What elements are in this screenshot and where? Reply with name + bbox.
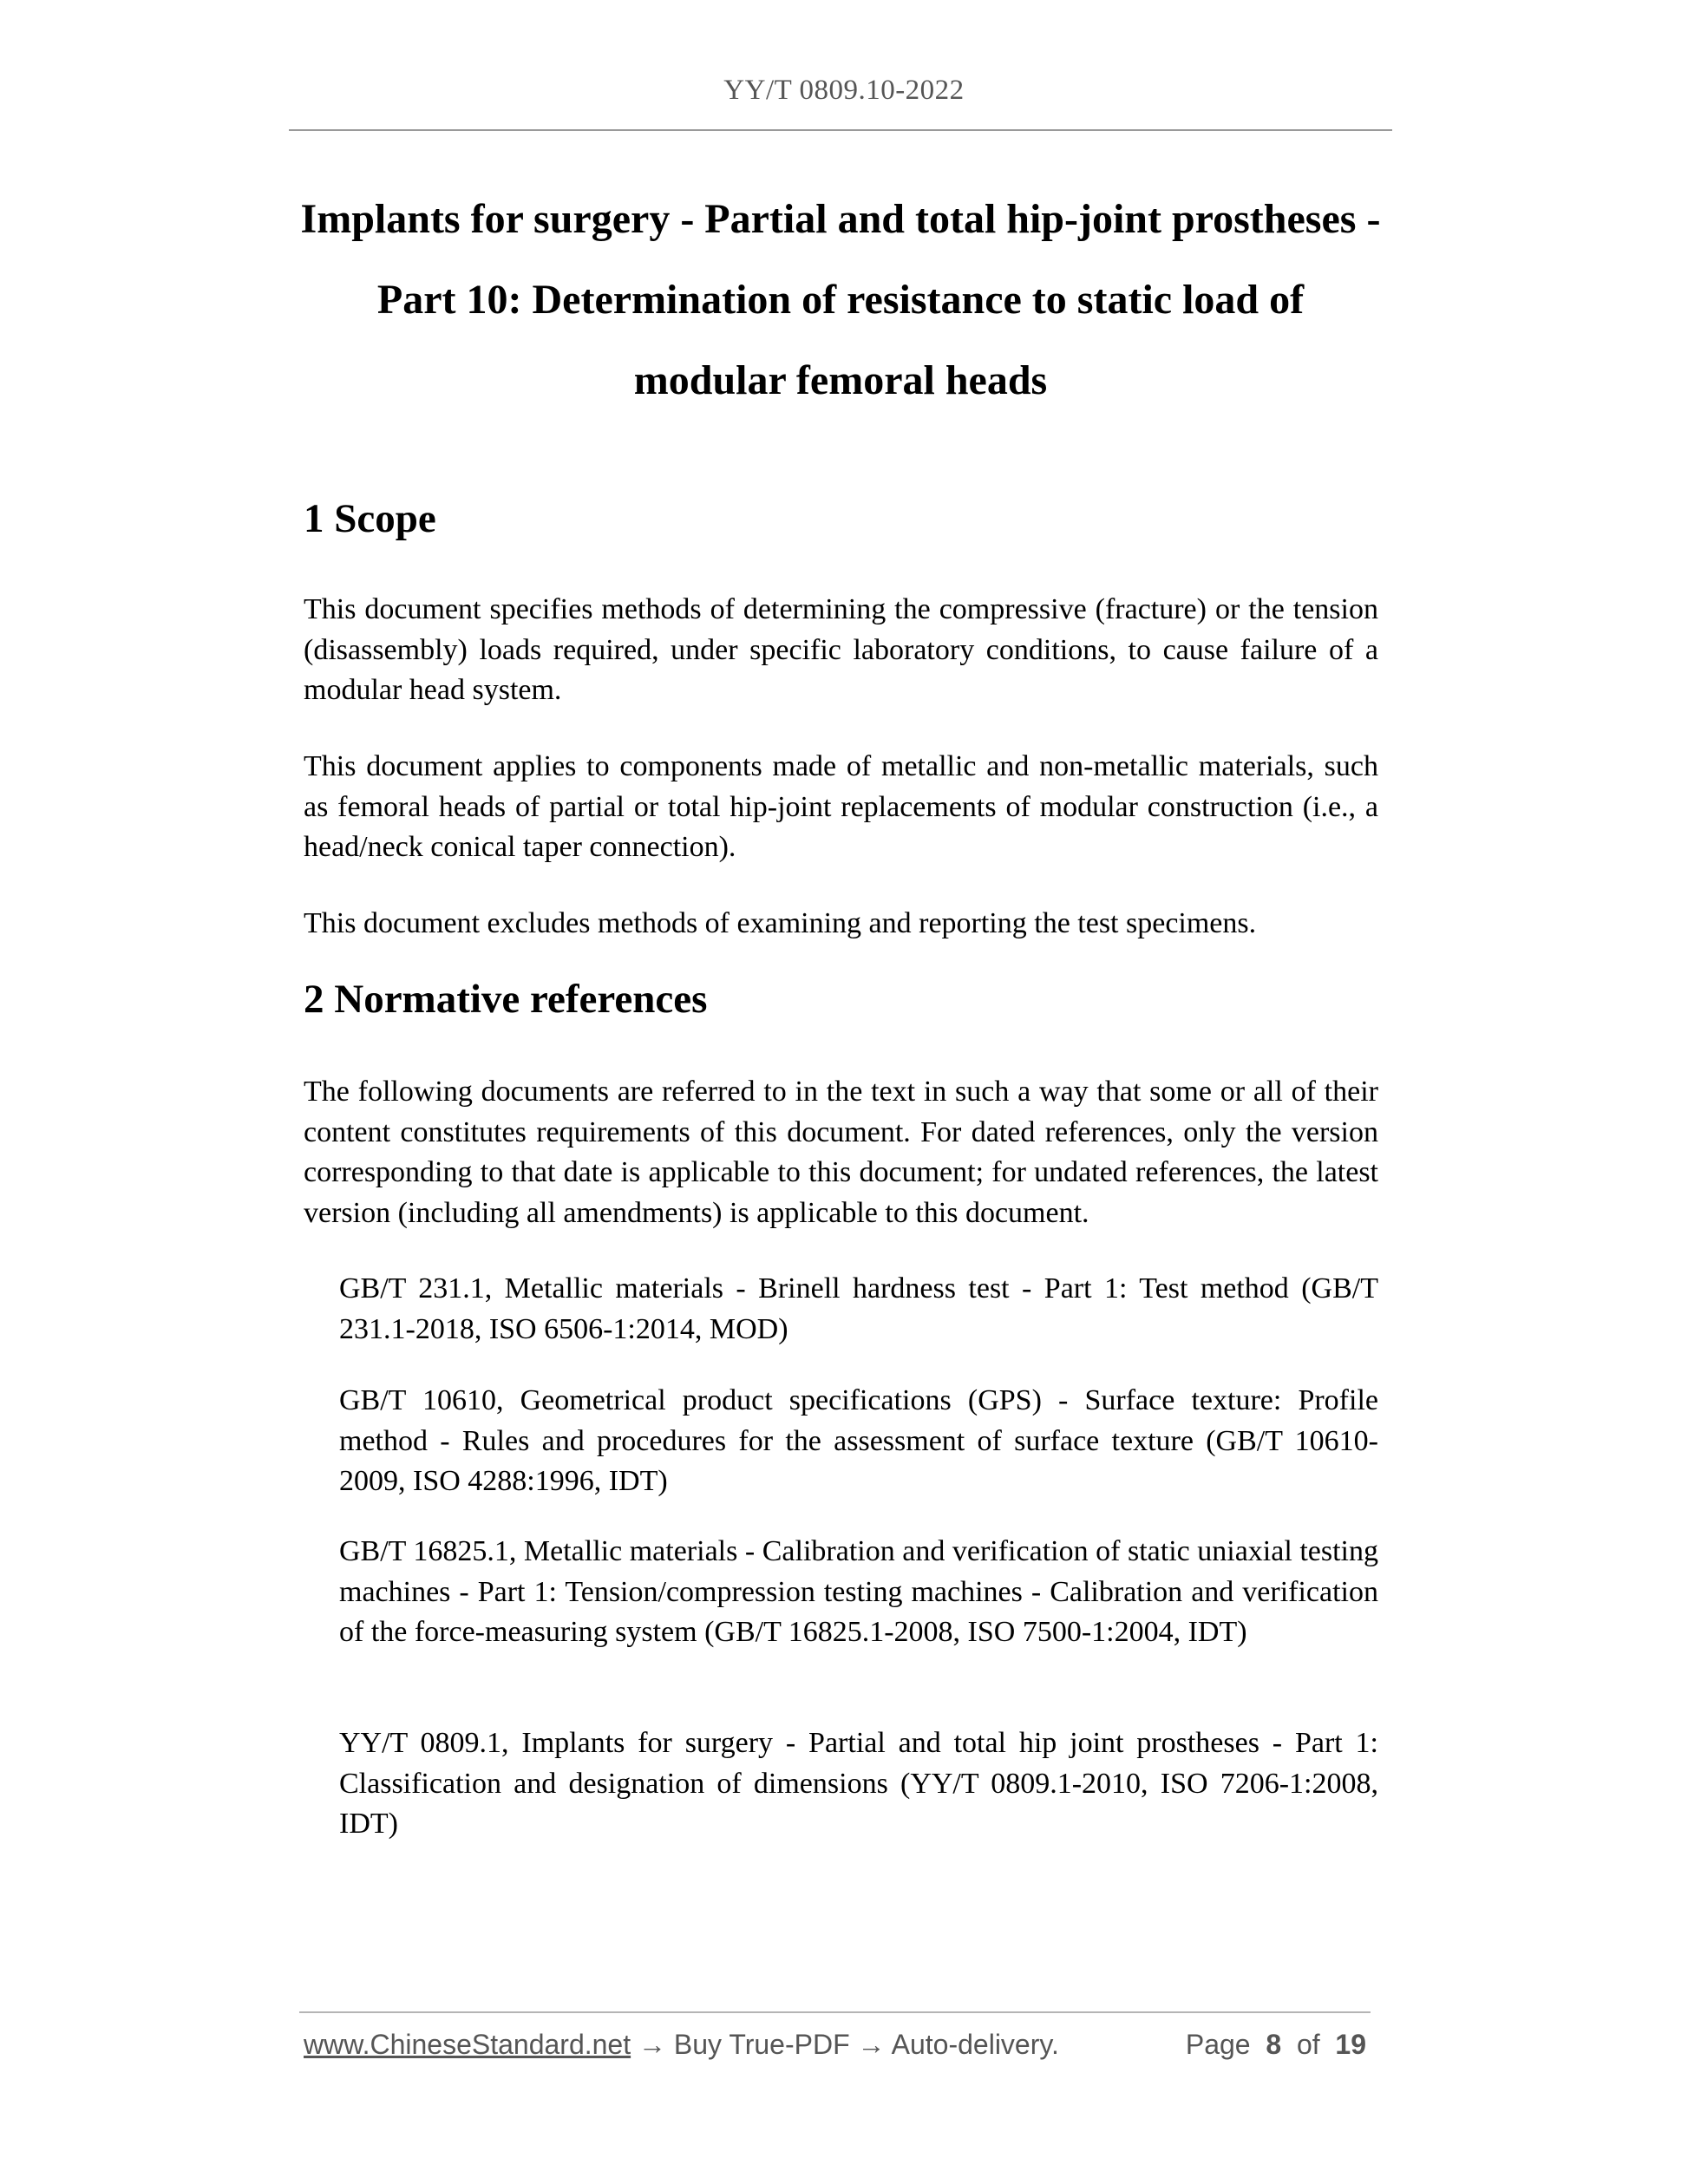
page-indicator (1186, 2029, 1366, 2061)
footer-promo-text: → Buy True-PDF → Auto-delivery. (631, 2029, 1059, 2060)
header-divider (289, 129, 1392, 131)
reference-item: GB/T 231.1, Metallic materials - Brinell hardness test - Part 1: Test method (GB/T 231.1-2018, ISO 6506-1:2014, MOD) (339, 1272, 1378, 1345)
page-footer (304, 2029, 1371, 2072)
reference-item: GB/T 16825.1, Metallic materials - Calibration and verification of static uniaxial testing machines - Part 1: Tension/compression testing machines - Calibration and verification of the force-measuring system (GB/T 16825.1-2008, ISO 7500-1:2004, IDT) (339, 1535, 1378, 1648)
document-title (289, 179, 1392, 421)
section-heading-scope: 1 Scope (304, 496, 436, 541)
header-doc-code: YY/T 0809.10-2022 (723, 75, 965, 106)
footer-promo (304, 2029, 1059, 2061)
title-line-1: Implants for surgery - Partial and total hip-joint prostheses - (300, 196, 1381, 242)
references-intro-paragraph: The following documents are referred to in the text in such a way that some or all of their content constitutes requirements of this document. For dated references, only the version corresponding to that date is applicable to this document; for undated references, the latest version (including all amendments) is applicable to this document. (304, 1076, 1378, 1229)
page-total: 19 (1335, 2029, 1366, 2060)
reference-item: GB/T 10610, Geometrical product specifications (GPS) - Surface texture: Profile method - Rules and procedures for the assessment of surface texture (GB/T 10610-2009, ISO 4288:1996, IDT) (339, 1384, 1378, 1497)
scope-paragraph-3: This document excludes methods of examining and reporting the test specimens. (304, 907, 1257, 939)
page-label: Page (1185, 2029, 1251, 2060)
title-line-3: modular femoral heads (633, 357, 1048, 403)
scope-paragraph-2: This document applies to components made of metallic and non-metallic materials, such as femoral heads of partial or total hip-joint replacements of modular construction (i.e., a head/neck conical taper connection). (304, 750, 1378, 863)
section-heading-normative-references: 2 Normative references (304, 977, 708, 1022)
page-current: 8 (1266, 2029, 1282, 2060)
website-link[interactable]: www.ChineseStandard.net (304, 2029, 631, 2060)
page-of-label: of (1296, 2029, 1320, 2060)
scope-paragraph-1: This document specifies methods of determining the compressive (fracture) or the tension (disassembly) loads required, under specific laboratory conditions, to cause failure of a modular head system. (304, 593, 1378, 706)
footer-divider (299, 2011, 1371, 2013)
reference-item: YY/T 0809.1, Implants for surgery - Partial and total hip joint prostheses - Part 1: Classification and designation of dimensions (YY/T 0809.1-2010, ISO 7206-1:2008, IDT) (339, 1727, 1378, 1840)
title-line-2: Part 10: Determination of resistance to static load of (376, 277, 1305, 323)
